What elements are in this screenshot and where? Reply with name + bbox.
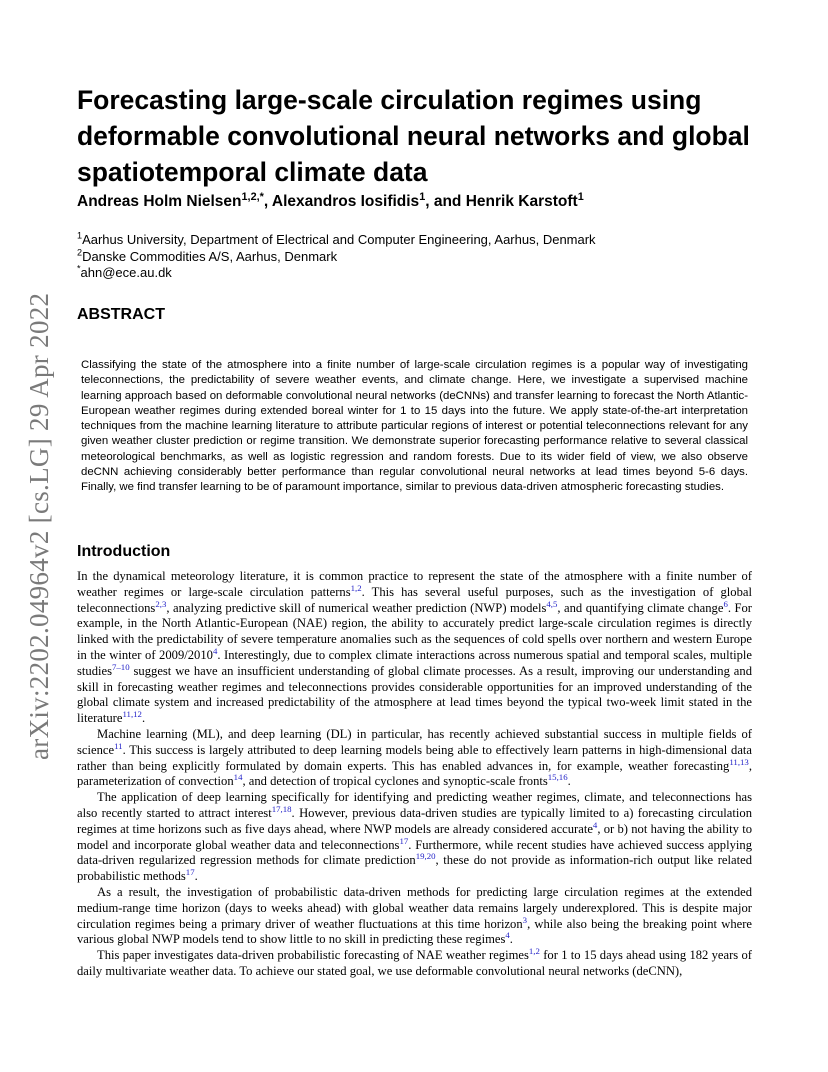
paragraph-text: The application of deep learning specifically for identifying and predicting weather regimes, climate, and teleconnections has also recently started to attract interest xyxy=(77,790,752,820)
citation-link[interactable]: 17 xyxy=(399,835,409,846)
abstract-text: Classifying the state of the atmosphere into a finite number of large-scale circulation regimes is a popular way of investigating teleconnections, the predictability of severe weather events, and climate change. Here, we investigate a supervised machine learning approach based on deformable convolutional neural networks (deCNNs) and transfer learning to forecast the North Atlantic-European weather regimes during extended boreal winter for 1 to 15 days into the future. We apply state-of-the-art interpretation techniques from the machine learning literature to attribute particular regions of interest or potential teleconnections relevant for any given weather cluster prediction or regime transition. We demonstrate superior forecasting performance relative to several classical meteorological benchmarks, as well as logistic regression and random forests. Due to its wider field of view, we also observe deCNN achieving considerably better performance than regular convolutional neural networks at lead times beyond 5-6 days. Finally, we find transfer learning to be of paramount importance, similar to previous data-driven atmospheric forecasting studies. xyxy=(81,359,748,494)
paragraph-text: , or b) not having the ability to model and incorporate global weather data and teleconnections xyxy=(77,821,752,852)
affiliation-mark: 1 xyxy=(77,230,83,241)
author-name: Alexandros Iosifidis xyxy=(271,193,420,210)
paragraph-text: As a result, the investigation of probabilistic data-driven methods for predicting large circulation regimes at the extended medium-range time horizon (days to weeks ahead) with global weather data remains largely underexplored. This is despite major circulation regimes being a primary driver of weather fluctuations at this time horizon xyxy=(77,884,752,931)
affiliation-line xyxy=(77,249,596,266)
paragraph-text: . xyxy=(194,869,198,884)
paragraph-text: , while also being the breaking point where various global NWP models tend to show little to no skill in predicting these regimes xyxy=(77,916,753,947)
paragraph-text: . Interestingly, due to complex climate interactions across numerous spatial and temporal scales, multiple studies xyxy=(77,647,752,678)
paper-title: Forecasting large-scale circulation regimes using deformable convolutional neural networks and global spatiotemporal climate data xyxy=(77,85,750,187)
author-name: Andreas Holm Nielsen xyxy=(77,193,242,210)
paragraph-text: This paper investigates data-driven probabilistic forecasting of NAE weather regimes xyxy=(97,948,529,963)
paragraph-text: . This success is largely attributed to deep learning models being able to effectively learn patterns in high-dimensional data rather than being explicitly formulated by domain experts. This has enabled advances in, for example, weather forecasting xyxy=(77,742,752,773)
paragraph-text: . For example, in the North Atlantic-European (NAE) region, the ability to accurately predict large-scale circulation regimes is directly linked with the predictability of severe temperature anomalies such as the sequences of cold spells over northern and western Europe in the winter of 2009/2010 xyxy=(77,600,752,662)
citation-link[interactable]: 2,3 xyxy=(155,598,167,609)
contact-email: ahn@ece.au.dk xyxy=(80,265,172,280)
paragraph-text: , and quantifying climate change xyxy=(557,600,724,615)
author-name: Henrik Karstoft xyxy=(465,193,578,210)
paragraph-text: . xyxy=(141,711,146,726)
citation-link[interactable]: 7–10 xyxy=(111,661,130,672)
citation-link[interactable]: 1,2 xyxy=(350,582,362,593)
paragraph-text: , analyzing predictive skill of numerical weather prediction (NWP) models xyxy=(166,600,547,615)
paragraph-text: suggest we have an insufficient understanding of global climate processes. As a result, improving our understanding and skill in forecasting weather regimes and teleconnections provides considerable opportunities for an improved understanding of the global climate system and increased predictability of the atmosphere at lead times beyond the typical two-week limit stated in the literature xyxy=(77,663,752,726)
body-paragraph xyxy=(77,727,752,790)
citation-link[interactable]: 3 xyxy=(522,914,528,925)
citation-link[interactable]: 4 xyxy=(592,819,598,830)
citation-link[interactable]: 1,2 xyxy=(528,945,540,956)
affiliation-text: Aarhus University, Department of Electrical and Computer Engineering, Aarhus, Denmark xyxy=(82,232,596,247)
citation-link[interactable]: 6 xyxy=(723,598,728,609)
author-affiliation-mark: 1 xyxy=(577,190,584,203)
paragraph-text: , and detection of tropical cyclones and synoptic-scale fronts xyxy=(242,774,548,789)
paragraph-text: , parameterization of convection xyxy=(77,758,752,789)
paragraph-text: . This has several useful purposes, such as the investigation of global teleconnections xyxy=(77,584,752,615)
citation-link[interactable]: 4 xyxy=(212,645,218,656)
section-heading-introduction: Introduction xyxy=(77,543,171,560)
citation-link[interactable]: 19,20 xyxy=(415,851,436,862)
body-paragraph xyxy=(77,790,752,885)
affiliation-mark: 2 xyxy=(77,247,83,258)
body-paragraph xyxy=(77,945,752,980)
affiliation-line xyxy=(77,265,596,282)
author-affiliation-mark: 1,2,* xyxy=(241,190,264,203)
citation-link[interactable]: 17,18 xyxy=(271,803,292,814)
paragraph-text: . xyxy=(509,932,513,947)
citation-link[interactable]: 14 xyxy=(233,772,243,783)
author-list: Andreas Holm Nielsen$^{1,2,*}$, Alexandros Iosifidis$^1$, and Henrik Karstoft$^1$ xyxy=(77,190,584,210)
body-paragraph xyxy=(77,885,752,948)
paragraph-text: . However, previous data-driven studies are typically limited to a) forecasting circulation regimes at time horizons such as five days ahead, where NWP models are already considered accurate xyxy=(77,805,752,836)
citation-link[interactable]: 4 xyxy=(505,930,510,941)
citation-link[interactable]: 15,16 xyxy=(547,772,568,783)
affiliation-list xyxy=(77,232,596,282)
affiliation-text: Danske Commodities A/S, Aarhus, Denmark xyxy=(82,248,338,264)
paragraph-text: Machine learning (ML), and deep learning (DL) in particular, has recently achieved substantial success in multiple fields of science xyxy=(77,726,752,757)
paragraph-text: . xyxy=(567,774,571,789)
introduction-body xyxy=(77,569,752,980)
paragraph-text: , these do not provide as information-rich output like related probabilistic methods xyxy=(77,853,752,884)
citation-link[interactable]: 11,13 xyxy=(729,756,749,767)
arxiv-identifier: arXiv:2202.04964v2 [cs.LG] 29 Apr 2022 xyxy=(24,292,54,760)
affiliation-line xyxy=(77,232,596,249)
body-paragraph xyxy=(77,569,752,727)
citation-link[interactable]: 11 xyxy=(114,740,123,751)
citation-link[interactable]: 11,12 xyxy=(122,708,142,719)
paragraph-text: for 1 to 15 days ahead using 182 years of daily multivariate weather data. To achieve our stated goal, we use deformable convolutional neural networks (deCNN), xyxy=(77,948,752,978)
abstract-heading: ABSTRACT xyxy=(77,306,165,323)
citation-link[interactable]: 4,5 xyxy=(546,598,558,609)
author-affiliation-mark: 1 xyxy=(419,190,426,203)
citation-link[interactable]: 17 xyxy=(185,866,195,877)
paragraph-text: . Furthermore, while recent studies have achieved success applying data-driven regularized regression methods for climate prediction xyxy=(77,837,752,868)
affiliation-mark: * xyxy=(77,263,81,274)
author-conjunction: and xyxy=(433,193,462,210)
paragraph-text: In the dynamical meteorology literature, it is common practice to represent the state of the atmosphere with a finite number of weather regimes or large-scale circulation patterns xyxy=(77,569,752,599)
